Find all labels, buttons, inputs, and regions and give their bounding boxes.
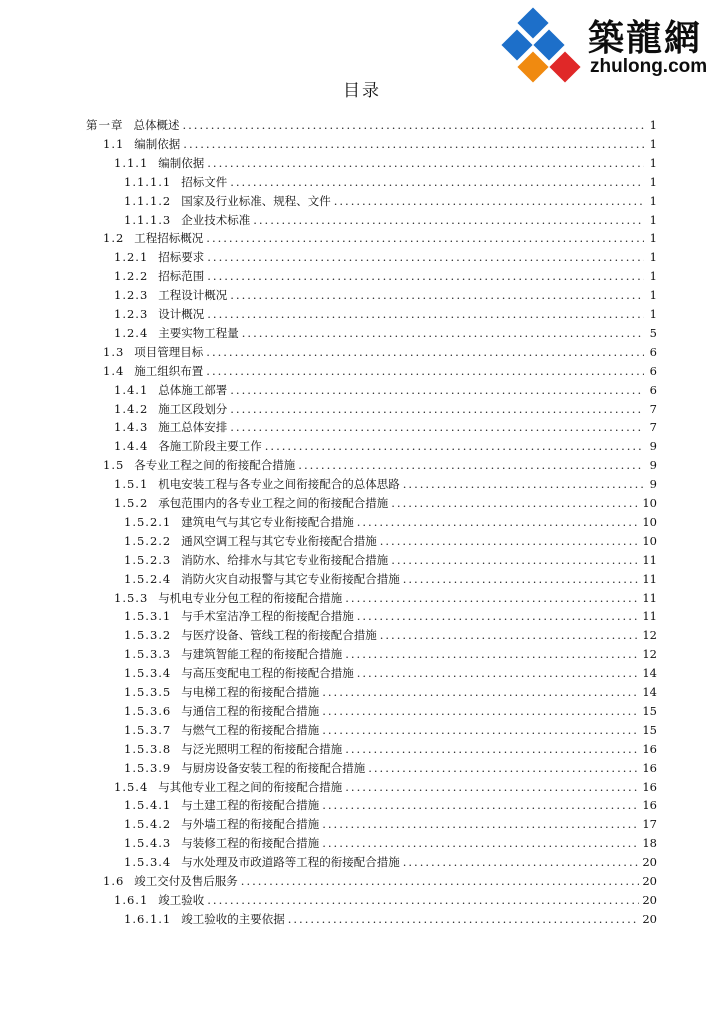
toc-entry-number: 第一章 [86,118,124,132]
toc-entry-title: 机电安装工程与各专业之间衔接配合的总体思路 [158,477,400,492]
toc-dot-leader [253,211,644,230]
toc-entry-page: 1 [649,250,657,265]
toc-entry-title: 招标范围 [158,269,205,284]
toc-entry[interactable] [0,116,724,135]
toc-dot-leader [380,626,640,645]
toc-entry[interactable] [0,362,724,381]
toc-entry[interactable] [0,437,724,456]
toc-entry-number: 1.5.4.2 [124,817,172,832]
toc-entry-title: 与泛光照明工程的衔接配合措施 [181,741,343,756]
toc-entry-title: 与手术室洁净工程的衔接配合措施 [181,609,354,624]
toc-dot-leader [322,683,639,702]
toc-entry-title: 与燃气工程的衔接配合措施 [181,722,320,737]
page-title: 目录 [343,81,381,101]
toc-entry-title: 总体施工部署 [158,382,228,397]
toc-dot-leader [206,343,644,362]
toc-entry[interactable] [0,778,724,797]
toc-dot-leader [288,910,640,929]
toc-dot-leader [207,267,644,286]
toc-entry[interactable] [0,324,724,343]
toc-entry-number: 1.5.2.3 [124,552,172,567]
toc-entry-page: 15 [642,703,657,718]
toc-entry-page: 1 [649,136,657,151]
toc-entry[interactable] [0,872,724,891]
toc-entry-number: 1.4.4 [114,439,149,454]
toc-entry-number: 1.5.4.1 [124,798,172,813]
toc-entry-number: 1.5.3.6 [124,703,172,718]
toc-entry-page: 1 [649,118,657,132]
toc-entry-title: 消防水、给排水与其它专业衔接配合措施 [181,552,389,567]
toc-entry-page: 7 [649,401,657,416]
toc-entry-title: 各专业工程之间的衔接配合措施 [134,458,296,473]
toc-entry-title: 工程设计概况 [158,288,228,303]
toc-entry[interactable] [0,910,724,929]
toc-entry-number: 1.4.2 [114,401,149,416]
toc-entry-number: 1.5.3.4 [124,855,172,870]
toc-entry-number: 1.5.3.1 [124,609,172,624]
toc-dot-leader [242,324,644,343]
toc-entry-number: 1.2 [103,231,125,246]
toc-entry-number: 1.5.3.9 [124,760,172,775]
toc-entry-page: 10 [642,496,657,510]
toc-entry-page: 1 [649,193,657,208]
toc-entry[interactable] [0,475,724,494]
toc-entry-page: 1 [649,231,657,246]
toc-entry-page: 11 [642,571,657,586]
toc-entry-title: 编制依据 [158,155,205,170]
toc-entry-title: 国家及行业标准、规程、文件 [181,193,331,208]
toc-entry[interactable] [0,513,724,532]
toc-entry-page: 18 [642,836,657,851]
toc-entry-page: 1 [649,307,657,321]
toc-entry[interactable] [0,740,724,759]
toc-dot-leader [241,872,640,891]
toc-dot-leader [207,891,639,910]
zhulong-logo[interactable] [500,4,718,86]
toc-entry-page: 7 [649,420,657,435]
toc-dot-leader [207,248,644,267]
toc-entry-title: 项目管理目标 [134,344,204,359]
toc-dot-leader [403,853,640,872]
toc-dot-leader [322,834,639,853]
toc-entry-title: 与土建工程的衔接配合措施 [181,798,320,813]
toc-entry[interactable] [0,418,724,437]
toc-entry[interactable] [0,305,724,324]
toc-entry-number: 1.1.1.1 [124,174,172,189]
toc-entry[interactable] [0,891,724,910]
toc-dot-leader [368,759,639,778]
toc-entry-title: 总体概述 [133,118,180,132]
toc-entry-title: 招标文件 [181,174,228,189]
toc-entry-number: 1.1.1 [114,155,149,170]
toc-entry[interactable] [0,400,724,419]
toc-entry[interactable] [0,834,724,853]
toc-entry-page: 11 [642,609,657,624]
toc-dot-leader [357,607,640,626]
toc-entry-title: 与其他专业工程之间的衔接配合措施 [158,779,343,794]
toc-entry-title: 与机电专业分包工程的衔接配合措施 [158,590,343,605]
toc-dot-leader [345,589,639,608]
toc-entry[interactable] [0,229,724,248]
toc-entry[interactable] [0,645,724,664]
toc-entry-page: 10 [642,533,657,548]
toc-entry-number: 1.5.3.5 [124,685,172,699]
toc-dot-leader [322,702,639,721]
toc-entry-number: 1.5.3 [114,590,149,605]
toc-entry-number: 1.5.3.8 [124,741,172,756]
toc-entry-title: 各施工阶段主要工作 [158,439,262,454]
toc-entry-number: 1.5.4.3 [124,836,172,851]
toc-entry-title: 施工区段划分 [158,401,228,416]
toc-entry-number: 1.5.2.4 [124,571,172,586]
toc-entry-number: 1.6.1 [114,892,149,907]
toc-dot-leader [345,778,639,797]
toc-dot-leader [322,796,639,815]
toc-entry-page: 16 [642,779,657,794]
toc-entry[interactable] [0,211,724,230]
toc-dot-leader [230,173,644,192]
toc-entry[interactable] [0,286,724,305]
toc-dot-leader [230,381,644,400]
toc-entry-title: 与水处理及市政道路等工程的衔接配合措施 [181,855,400,870]
toc-entry-page: 12 [642,647,657,662]
toc-dot-leader [206,362,644,381]
toc-entry-number: 1.4.1 [114,382,149,397]
toc-entry-page: 15 [642,722,657,737]
toc-entry-page: 1 [649,174,657,189]
toc-entry-page: 14 [642,666,657,681]
toc-entry-title: 竣工验收的主要依据 [181,911,285,926]
toc-dot-leader [403,570,640,589]
toc-entry-title: 与通信工程的衔接配合措施 [181,703,320,718]
toc-dot-leader [265,437,644,456]
toc-entry-page: 9 [649,477,657,492]
toc-entry-page: 16 [642,760,657,775]
toc-dot-leader [206,229,644,248]
toc-entry[interactable] [0,589,724,608]
toc-entry[interactable] [0,154,724,173]
toc-dot-leader [322,815,639,834]
logo-english-name: zhulong.com [590,56,708,77]
toc-entry-title: 承包范围内的各专业工程之间的衔接配合措施 [158,496,389,510]
toc-entry-number: 1.4.3 [114,420,149,435]
toc-entry-number: 1.2.3 [114,288,149,303]
toc-entry-page: 9 [649,439,657,454]
toc-dot-leader [322,721,639,740]
toc-entry-title: 消防火灾自动报警与其它专业衔接配合措施 [181,571,400,586]
toc-entry-number: 1.5.1 [114,477,149,492]
toc-entry-page: 20 [642,892,657,907]
toc-dot-leader [207,154,644,173]
toc-entry-page: 5 [649,325,657,340]
toc-entry-number: 1.3 [103,344,125,359]
toc-entry-number: 1.5 [103,458,125,473]
toc-entry[interactable] [0,532,724,551]
toc-entry-title: 与外墙工程的衔接配合措施 [181,817,320,832]
toc-entry-page: 9 [649,458,657,473]
toc-entry[interactable] [0,551,724,570]
toc-dot-leader [230,400,644,419]
zhulong-logo-mark-icon [500,4,584,86]
toc-entry-title: 设计概况 [158,307,205,321]
toc-entry-title: 编制依据 [134,136,181,151]
toc-entry-number: 1.5.3.3 [124,647,172,662]
toc-entry-page: 1 [649,269,657,284]
toc-entry-page: 20 [642,855,657,870]
toc-entry-page: 20 [642,874,657,888]
toc-dot-leader [334,192,644,211]
toc-entry-title: 与装修工程的衔接配合措施 [181,836,320,851]
toc-entry[interactable] [0,683,724,702]
toc-entry-number: 1.5.3.4 [124,666,172,681]
toc-dot-leader [345,645,639,664]
toc-entry[interactable] [0,759,724,778]
toc-entry-page: 1 [649,155,657,170]
toc-entry-title: 与医疗设备、管线工程的衔接配合措施 [181,628,377,643]
toc-dot-leader [230,286,644,305]
toc-entry-page: 6 [649,363,657,378]
toc-entry-number: 1.2.3 [114,307,149,321]
toc-entry[interactable] [0,796,724,815]
toc-entry-number: 1.6 [103,874,125,888]
toc-dot-leader [391,494,639,513]
toc-entry-title: 与高压变配电工程的衔接配合措施 [181,666,354,681]
toc-entry-page: 12 [642,628,657,643]
logo-chinese-name: 築龍網 [588,18,703,59]
toc-entry-title: 与厨房设备安装工程的衔接配合措施 [181,760,366,775]
toc-entry-page: 6 [649,382,657,397]
toc-entry[interactable] [0,343,724,362]
toc-entry-page: 11 [642,590,657,605]
toc-entry-page: 14 [642,685,657,699]
toc-entry-number: 1.4 [103,363,125,378]
toc-entry-page: 11 [642,552,657,567]
toc-entry-page: 16 [642,741,657,756]
toc-entry-page: 16 [642,798,657,813]
toc-entry[interactable] [0,381,724,400]
toc-entry-page: 6 [649,344,657,359]
toc-entry-title: 施工总体安排 [158,420,228,435]
toc-entry-number: 1.5.2.2 [124,533,172,548]
toc-entry[interactable] [0,267,724,286]
toc-dot-leader [357,664,640,683]
toc-entry[interactable] [0,815,724,834]
toc-entry[interactable] [0,853,724,872]
toc-entry-page: 1 [649,212,657,227]
toc-entry-number: 1.1 [103,136,125,151]
toc-dot-leader [357,513,640,532]
toc-entry-title: 工程招标概况 [134,231,204,246]
toc-entry-title: 竣工验收 [158,892,205,907]
toc-entry[interactable] [0,702,724,721]
toc-dot-leader [183,135,644,154]
toc-entry-title: 主要实物工程量 [158,325,239,340]
toc-entry-number: 1.1.1.2 [124,193,172,208]
toc-dot-leader [391,551,639,570]
toc-dot-leader [345,740,639,759]
toc-entry-number: 1.2.2 [114,269,149,284]
toc-dot-leader [403,475,644,494]
toc-entry-number: 1.5.2 [114,496,149,510]
toc-entry[interactable] [0,664,724,683]
toc-entry[interactable] [0,570,724,589]
toc-entry-title: 施工组织布置 [134,363,204,378]
toc-entry-number: 1.5.4 [114,779,149,794]
toc-entry[interactable] [0,494,724,513]
toc-entry-number: 1.5.3.7 [124,722,172,737]
toc-entry[interactable] [0,192,724,211]
toc-dot-leader [207,305,644,324]
toc-entry-page: 17 [642,817,657,832]
toc-dot-leader [380,532,640,551]
toc-entry-title: 招标要求 [158,250,205,265]
toc-entry-title: 建筑电气与其它专业衔接配合措施 [181,514,354,529]
toc-entry-title: 通风空调工程与其它专业衔接配合措施 [181,533,377,548]
toc-entry-number: 1.2.1 [114,250,149,265]
toc-entry-title: 与建筑智能工程的衔接配合措施 [181,647,343,662]
toc-entry-number: 1.5.2.1 [124,514,172,529]
toc-entry[interactable] [0,607,724,626]
toc-dot-leader [183,116,645,135]
toc-entry-number: 1.6.1.1 [124,911,172,926]
toc-dot-leader [230,418,644,437]
toc-entry[interactable] [0,721,724,740]
toc-entry-page: 1 [649,288,657,303]
toc-dot-leader [298,456,644,475]
toc-entry-number: 1.2.4 [114,325,149,340]
toc-entry-title: 与电梯工程的衔接配合措施 [181,685,320,699]
toc-entry-page: 10 [642,514,657,529]
toc-entry-page: 20 [642,911,657,926]
toc-entry-title: 企业技术标准 [181,212,251,227]
toc-entry[interactable] [0,173,724,192]
toc-entry-number: 1.5.3.2 [124,628,172,643]
toc-entry-title: 竣工交付及售后服务 [134,874,238,888]
toc-entry[interactable] [0,135,724,154]
toc-entry[interactable] [0,456,724,475]
toc-entry[interactable] [0,626,724,645]
toc-entry[interactable] [0,248,724,267]
toc-entry-number: 1.1.1.3 [124,212,172,227]
